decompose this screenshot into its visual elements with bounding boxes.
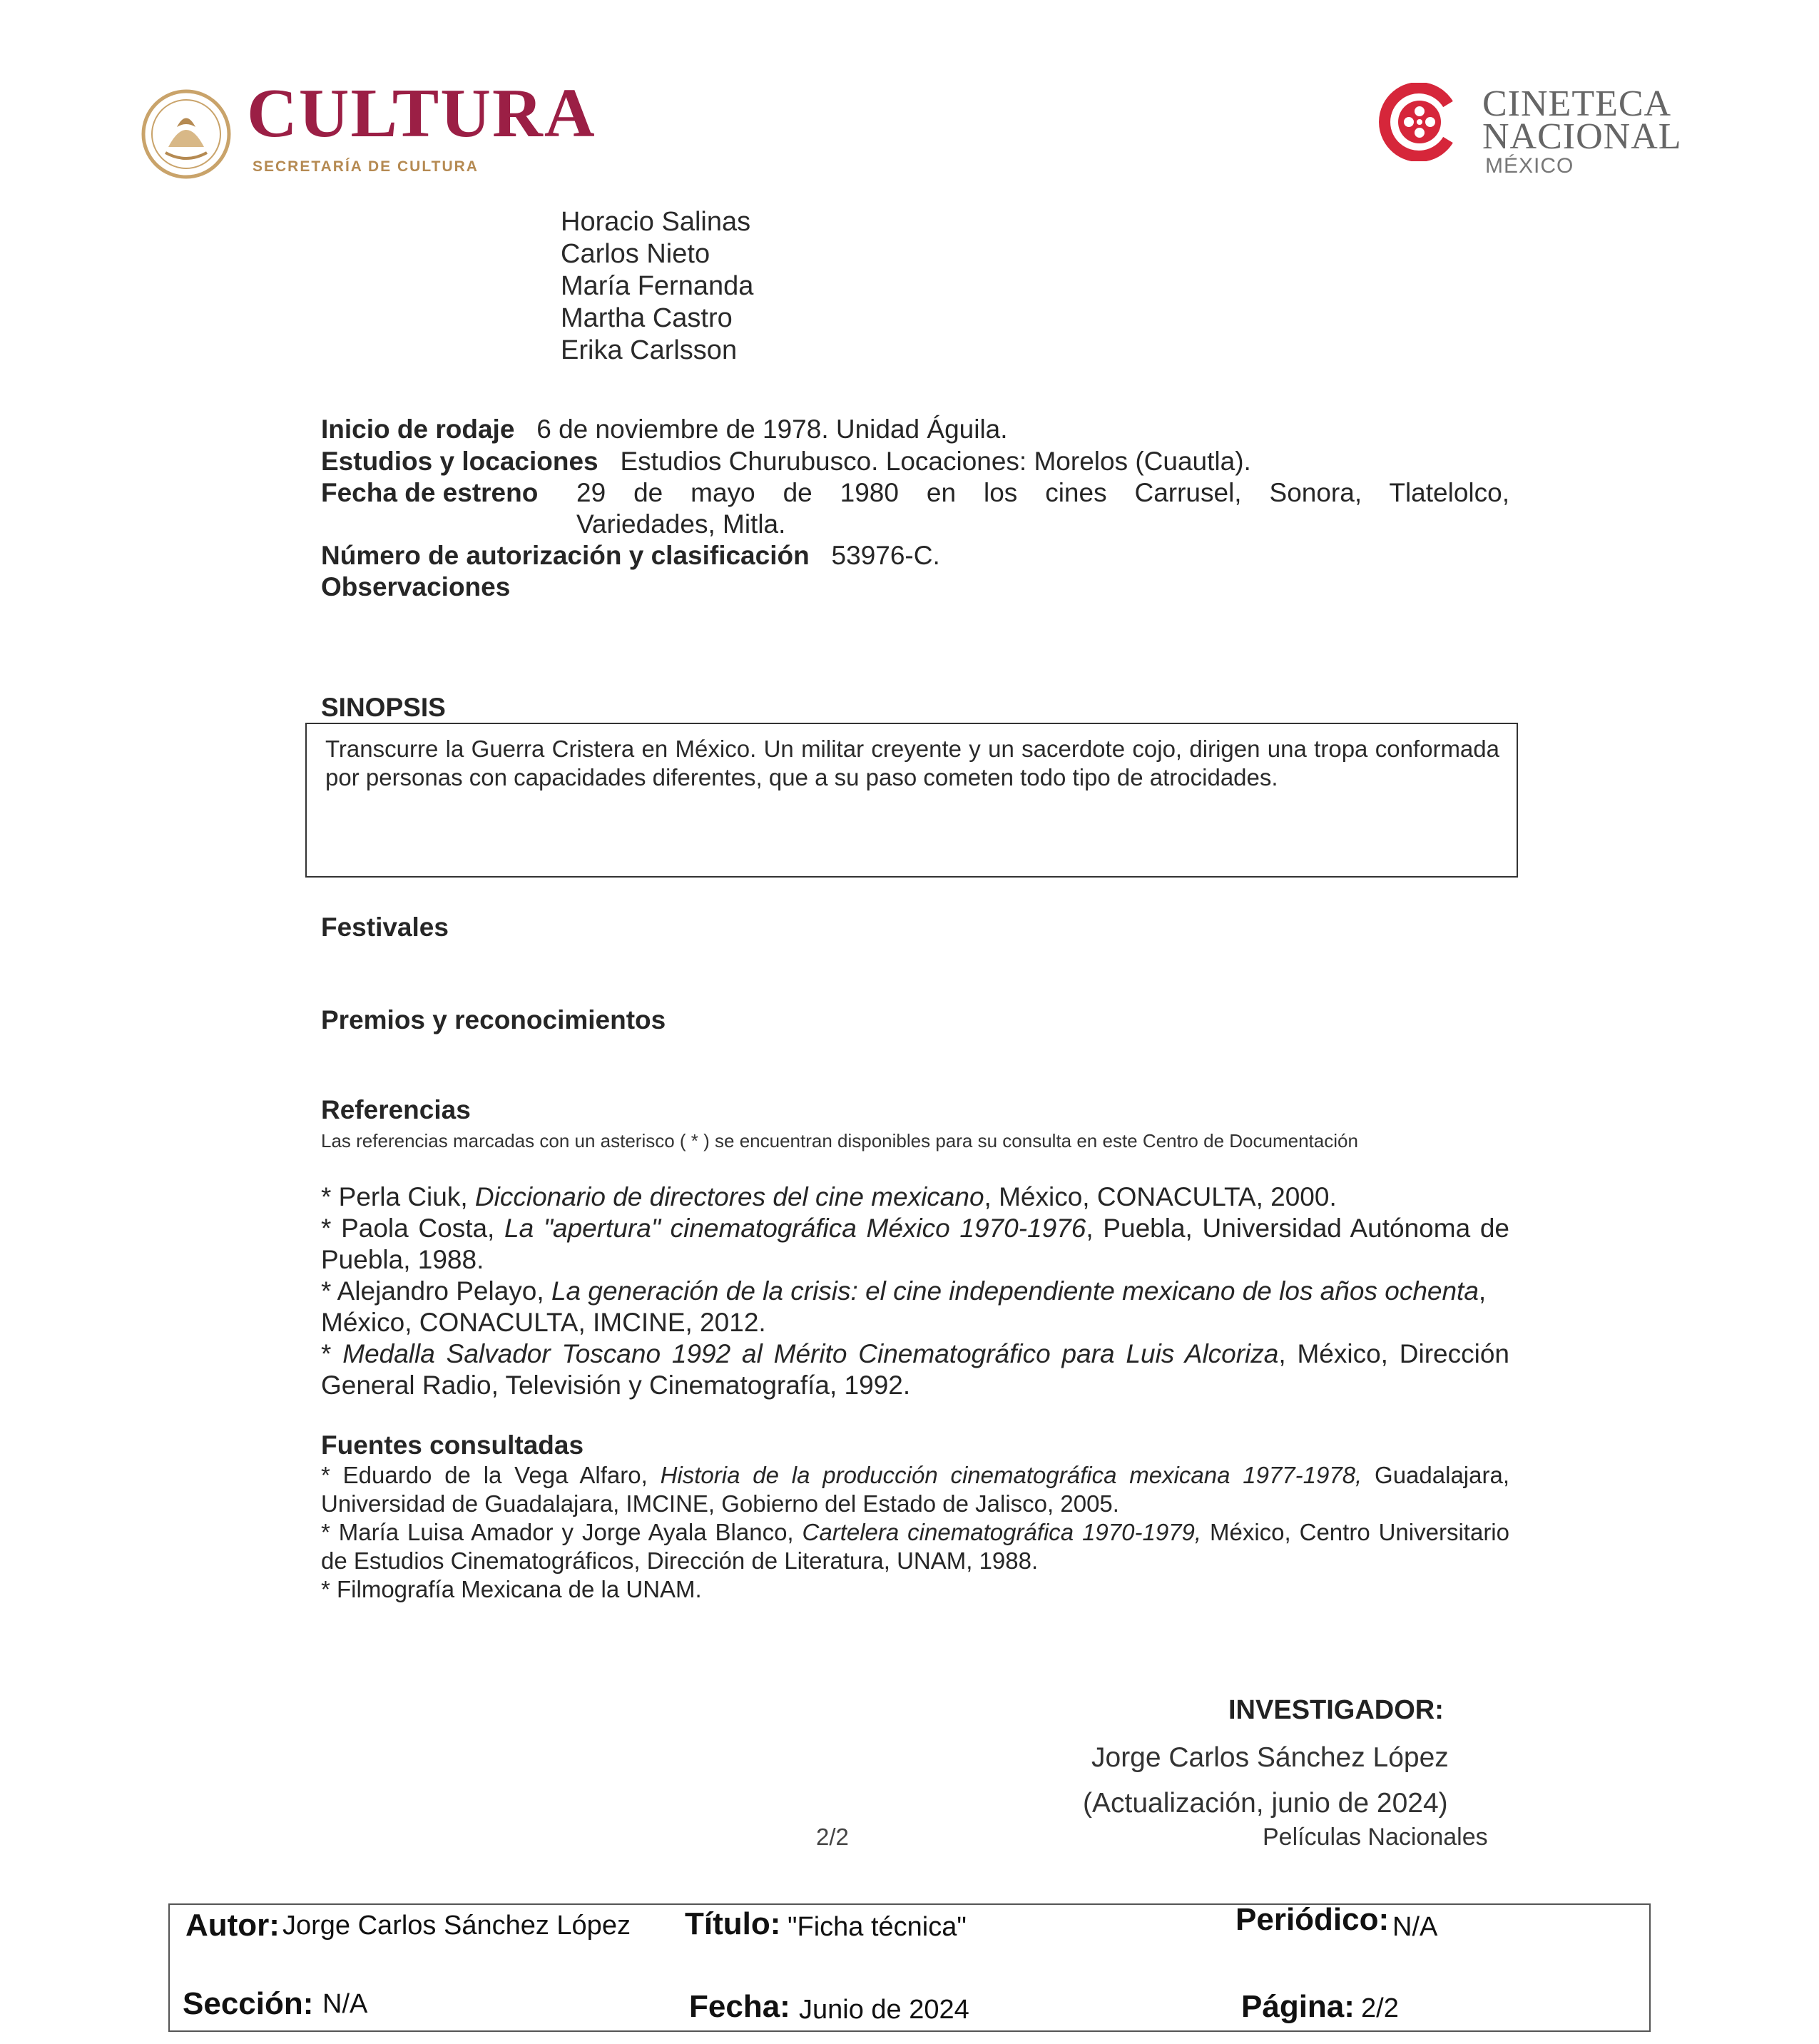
periodico-label: Periódico: [1235,1902,1390,1937]
referencias-heading: Referencias [321,1095,471,1124]
autorizacion-row [321,540,1534,571]
source-title: Historia de la producción cinematográfica mexicana 1977-1978, [660,1462,1362,1488]
autorizacion-value: 53976-C. [831,541,940,570]
estudios-label: Estudios y locaciones [321,447,598,476]
reference-publication: , México, CONACULTA, 2000. [984,1182,1337,1211]
investigador-name: Jorge Carlos Sánchez López [1091,1742,1449,1773]
observaciones-label: Observaciones [321,572,511,601]
estudios-value: Estudios Churubusco. Locaciones: Morelos (Cuautla). [620,447,1251,476]
sinopsis-heading: SINOPSIS [321,693,446,722]
autor-value: Jorge Carlos Sánchez López [282,1911,631,1941]
cineteca-logo-line1: CINETECA [1482,83,1672,124]
source-item [321,1575,1509,1604]
collection-label: Películas Nacionales [1263,1824,1488,1851]
titulo-label: Título: [685,1906,781,1941]
autor-label: Autor: [185,1908,280,1943]
rodaje-row [321,414,1534,445]
estreno-label: Fecha de estreno [321,478,539,507]
pagina-label: Página: [1241,1989,1355,2024]
cultura-logo-subtitle: SECRETARÍA DE CULTURA [253,158,479,175]
reference-item [321,1276,1509,1338]
cineteca-logo-line2: NACIONAL [1482,116,1682,157]
reference-title: Diccionario de directores del cine mexicano [474,1182,984,1211]
reference-publication: , México, Dirección General Radio, Televisión y Cinematografía, 1992. [321,1339,1510,1400]
reference-item [321,1338,1509,1401]
referencias-note: Las referencias marcadas con un asterisco ( * ) se encuentran disponibles para su consulta en este Centro de Documentación [321,1130,1358,1151]
premios-heading: Premios y reconocimientos [321,1005,666,1034]
source-author: * María Luisa Amador y Jorge Ayala Blanco, [321,1519,802,1545]
investigador-label: INVESTIGADOR: [1228,1695,1444,1725]
investigador-update: (Actualización, junio de 2024) [1083,1788,1448,1819]
estudios-row [321,446,1534,477]
cineteca-logo-line3: MÉXICO [1485,154,1574,178]
seccion-label: Sección: [183,1986,314,2021]
cast-member: Horacio Salinas [561,207,751,237]
source-item [321,1518,1509,1575]
estreno-value-line1: 29 de mayo de 1980 en los cines Carrusel, Sonora, Tlatelolco, [576,478,1509,507]
reference-title: La generación de la crisis: el cine independiente mexicano de los años ochenta [551,1276,1479,1306]
source-publication: Guadalajara, Universidad de Guadalajara, IMCINE, Gobierno del Estado de Jalisco, 2005. [321,1462,1509,1517]
fecha-value: Junio de 2024 [799,1995,969,2025]
reference-author: * Perla Ciuk, [321,1182,475,1211]
reference-author: * Paola Costa, [321,1214,505,1243]
reference-author: * [321,1339,343,1368]
source-author: * Filmografía Mexicana de la UNAM. [321,1576,702,1602]
cast-member: Martha Castro [561,303,733,333]
rodaje-value: 6 de noviembre de 1978. Unidad Águila. [536,415,1008,444]
reference-publication: , México, CONACULTA, IMCINE, 2012. [321,1276,1487,1337]
sinopsis-text: Transcurre la Guerra Cristera en México. Un militar creyente y un sacerdote cojo, dirigen una tropa conformada por personas con capacidades diferentes, que a su paso cometen todo tipo de atrocidades. [325,736,1499,790]
estreno-value-line2: Variedades, Mitla. [576,509,786,539]
cultura-logo-text: CULTURA [247,75,596,152]
fecha-label: Fecha: [689,1989,790,2024]
fuentes-heading: Fuentes consultadas [321,1430,584,1460]
cast-member: Erika Carlsson [561,335,738,365]
reference-title: Medalla Salvador Toscano 1992 al Mérito Cinematográfico para Luis Alcoriza [342,1339,1279,1368]
cast-member: María Fernanda [561,271,754,301]
cast-member: Carlos Nieto [561,239,710,269]
cineteca-film-reel-icon [1378,83,1457,161]
rodaje-label: Inicio de rodaje [321,415,515,444]
autorizacion-label: Número de autorización y clasificación [321,541,810,570]
pagina-value: 2/2 [1361,1993,1399,2023]
source-item [321,1461,1509,1518]
titulo-value: "Ficha técnica" [788,1912,967,1942]
source-publication: México, Centro Universitario de Estudios Cinematográficos, Dirección de Literatura, UNAM, 1988. [321,1519,1509,1574]
reference-author: * Alejandro Pelayo, [321,1276,551,1306]
reference-publication: , Puebla, Universidad Autónoma de Puebla, 1988. [321,1214,1510,1274]
reference-item [321,1181,1509,1213]
reference-item [321,1213,1509,1276]
mexican-coat-of-arms-seal [140,84,233,184]
page-number: 2/2 [816,1824,849,1850]
festivales-heading: Festivales [321,912,449,942]
periodico-value: N/A [1392,1912,1438,1942]
source-title: Cartelera cinematográfica 1970-1979, [802,1519,1202,1545]
reference-title: La "apertura" cinematográfica México 1970-1976 [504,1214,1086,1243]
seccion-value: N/A [322,1989,368,2019]
source-author: * Eduardo de la Vega Alfaro, [321,1462,661,1488]
